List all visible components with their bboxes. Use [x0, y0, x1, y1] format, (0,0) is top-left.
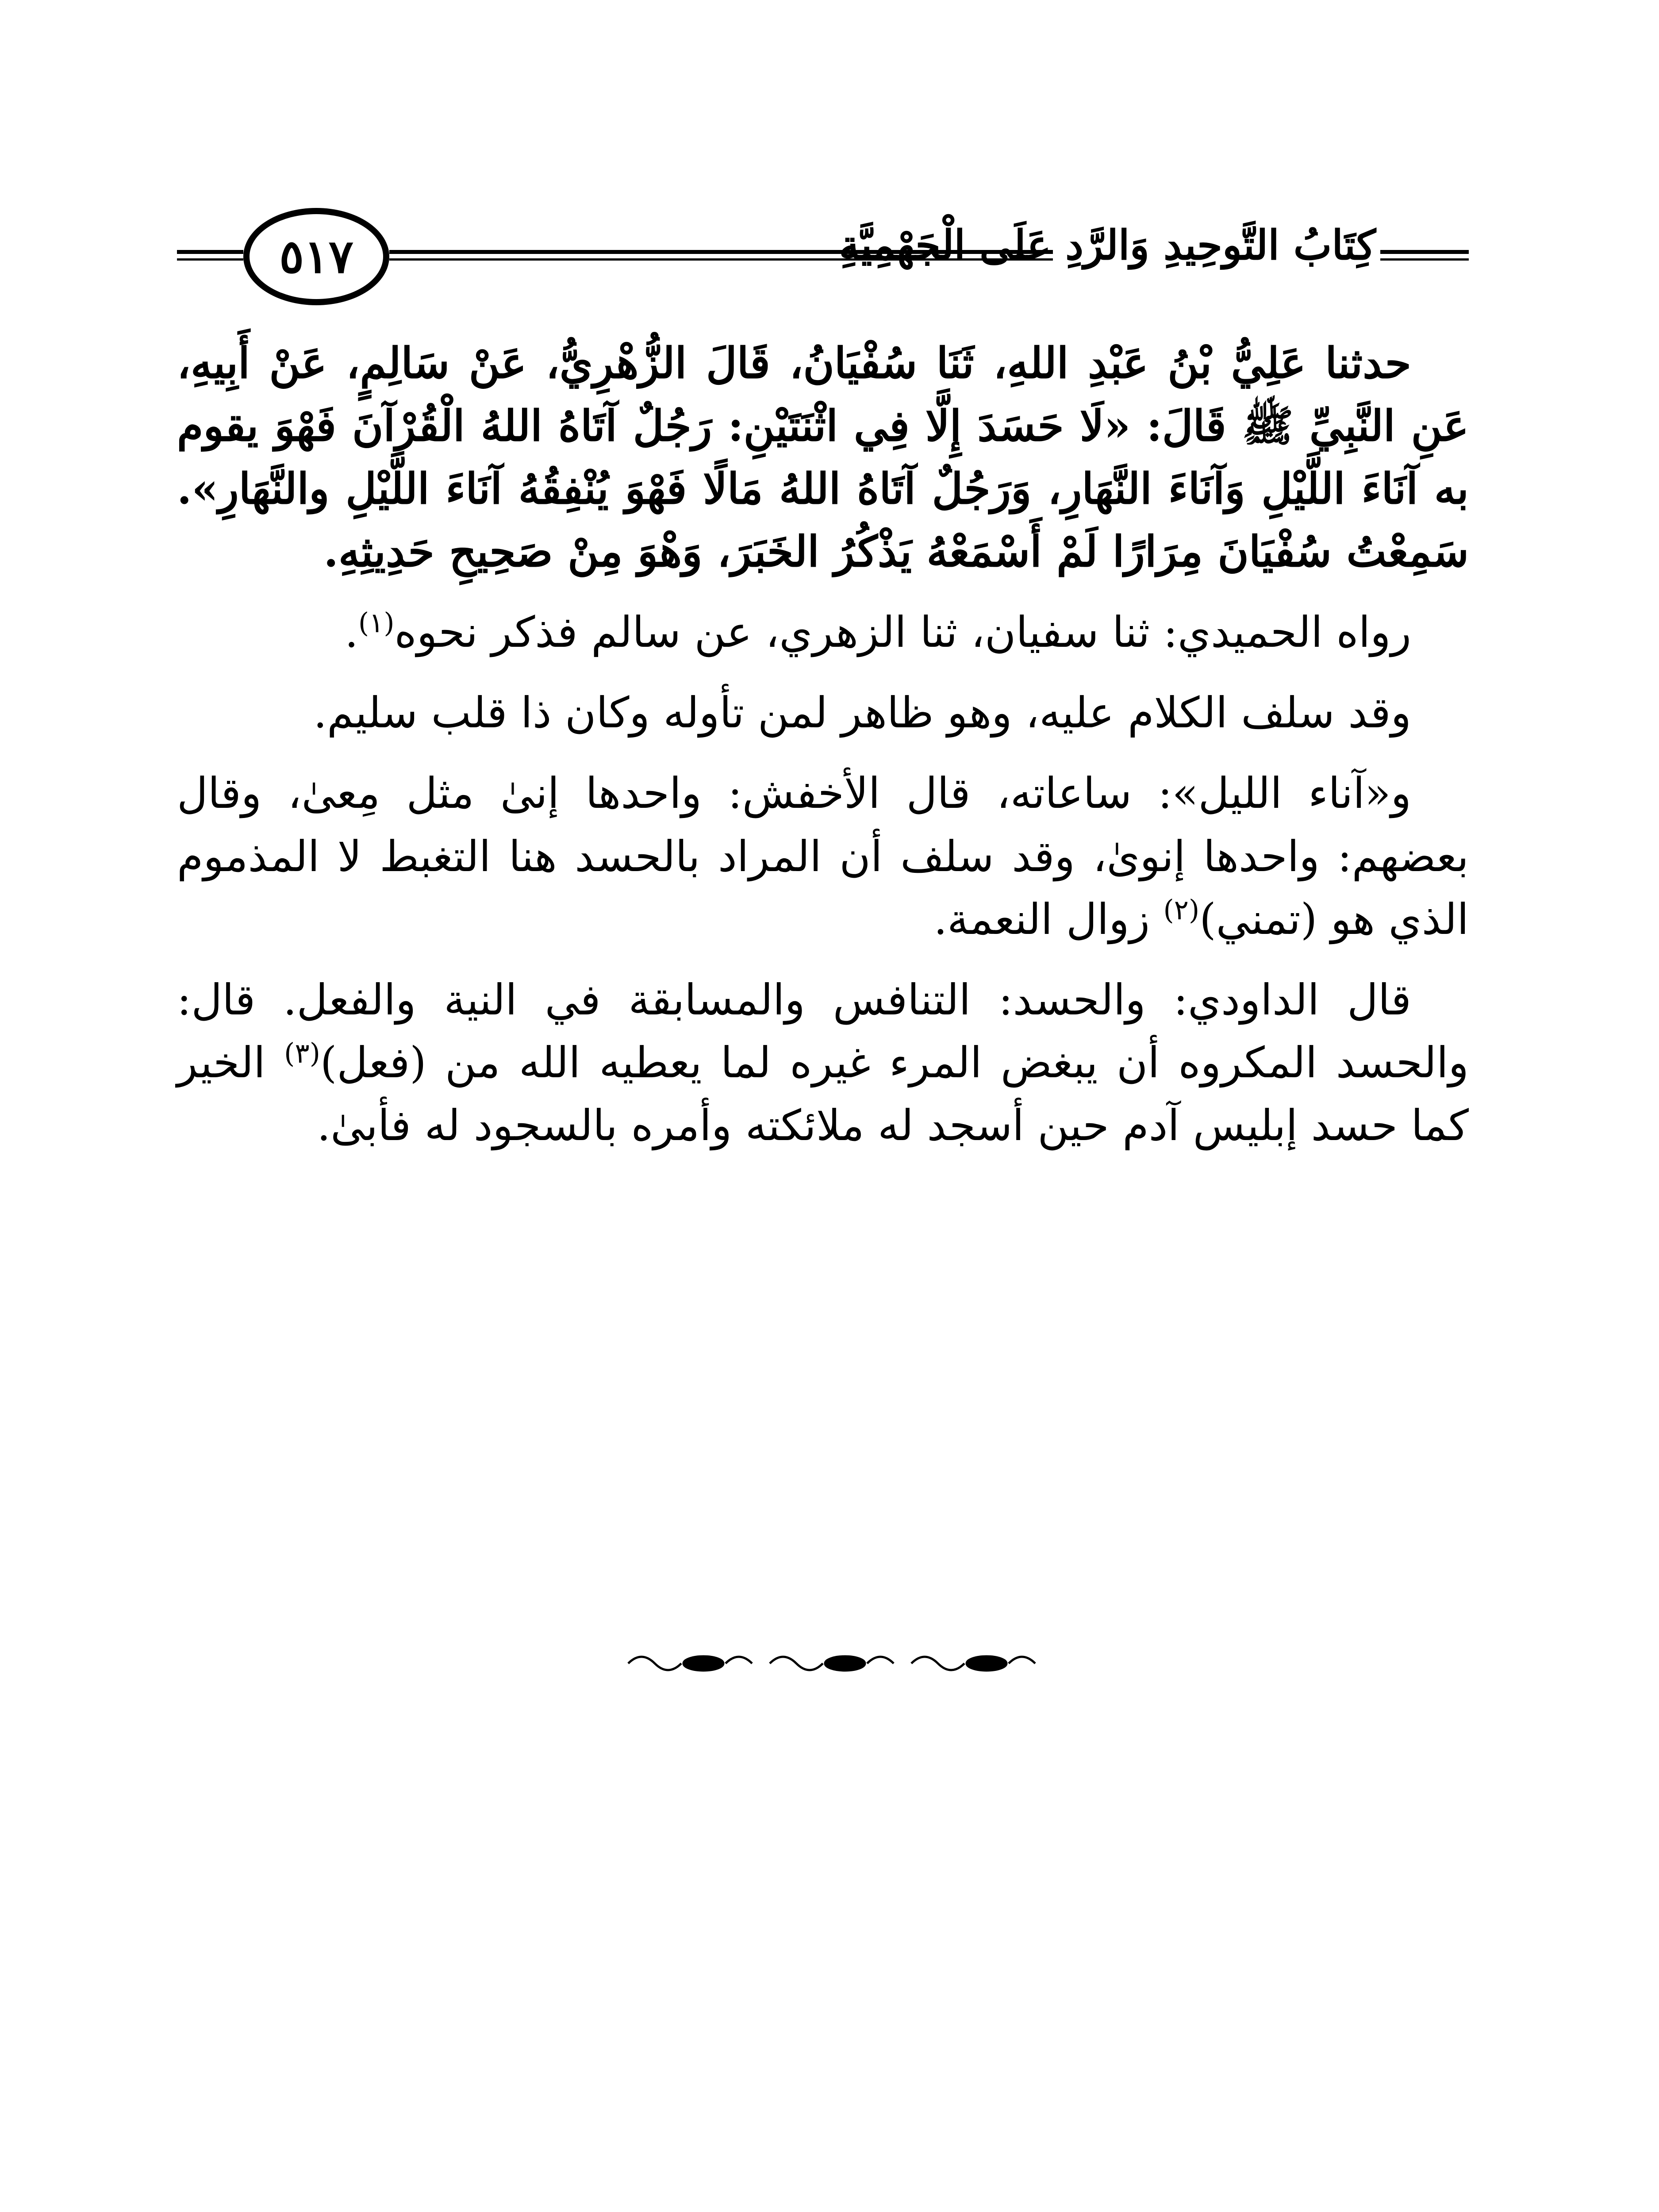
paragraph-dawudi-text: قال الداودي: والحسد: التنافس والمسابقة في النية والفعل. قال: والحسد المكروه أن يبغض المرء غيره لما يعطيه الله من (فعل): [177, 975, 1469, 1087]
footnote-ref-1: (١): [358, 607, 395, 639]
page-header: [177, 208, 1469, 319]
header-rule-right: [1380, 250, 1469, 261]
main-text: [177, 332, 1469, 1175]
paragraph-dawudi: [177, 968, 1469, 1157]
header-rule-left: [177, 250, 243, 261]
page-number: ٥١٧: [279, 229, 353, 284]
paragraph-salaf: وقد سلف الكلام عليه، وهو ظاهر لمن تأوله وكان ذا قلب سليم.: [313, 688, 1411, 738]
page-number-badge: [243, 208, 389, 305]
footnote-ref-3: (٣): [284, 1037, 320, 1069]
running-title: كِتَابُ التَّوحِيدِ وَالرَّدِ عَلَى الْجَهْمِيَّةِ: [839, 221, 1376, 269]
paragraph-hamidi-text: رواه الحميدي: ثنا سفيان، ثنا الزهري، عن سالم فذكر نحوه: [394, 607, 1411, 657]
paragraph-dawudi-end: الخير كما حسد إبليس آدم حين أسجد له ملائكته وأمره بالسجود له فأبىٰ.: [177, 1037, 1469, 1150]
paragraph-hamidi: [177, 601, 1469, 664]
paragraph-ana-allayl-end: زوال النعمة.: [933, 894, 1164, 944]
paragraph-hamidi-end: .: [345, 607, 358, 657]
section-divider-ornament: [619, 1646, 1053, 1681]
paragraph-ana-allayl-text: و«آناء الليل»: ساعاته، قال الأخفش: واحدها إنىٰ مثل مِعىٰ، وقال بعضهم: واحدها إنوىٰ، وقد سلف أن المراد بالحسد هنا التغبط لا المذموم الذي هو (تمني): [177, 768, 1469, 944]
footnote-ref-2: (٢): [1163, 893, 1200, 926]
hadith-paragraph: حدثنا عَلِيُّ بْنُ عَبْدِ اللهِ، ثَنَا سُفْيَانُ، قَالَ الزُّهْرِيُّ، عَنْ سَالِمٍ، عَنْ أَبِيهِ، عَنِ النَّبِيِّ ﷺ قَالَ: «لَا حَسَدَ إِلَّا فِي اثْنَتَيْنِ: رَجُلٌ آتَاهُ اللهُ الْقُرْآنَ فَهْوَ يقوم به آنَاءَ اللَّيْلِ وَآنَاءَ النَّهَارِ، وَرَجُلٌ آتَاهُ اللهُ مَالًا فَهْوَ يُنْفِقُهُ آنَاءَ اللَّيْلِ والنَّهَارِ». سَمِعْتُ سُفْيَانَ مِرَارًا لَمْ أَسْمَعْهُ يَذْكُرُ الخَبَرَ، وَهْوَ مِنْ صَحِيحِ حَدِيثِهِ.: [177, 338, 1469, 577]
paragraph-ana-allayl: [177, 762, 1469, 950]
